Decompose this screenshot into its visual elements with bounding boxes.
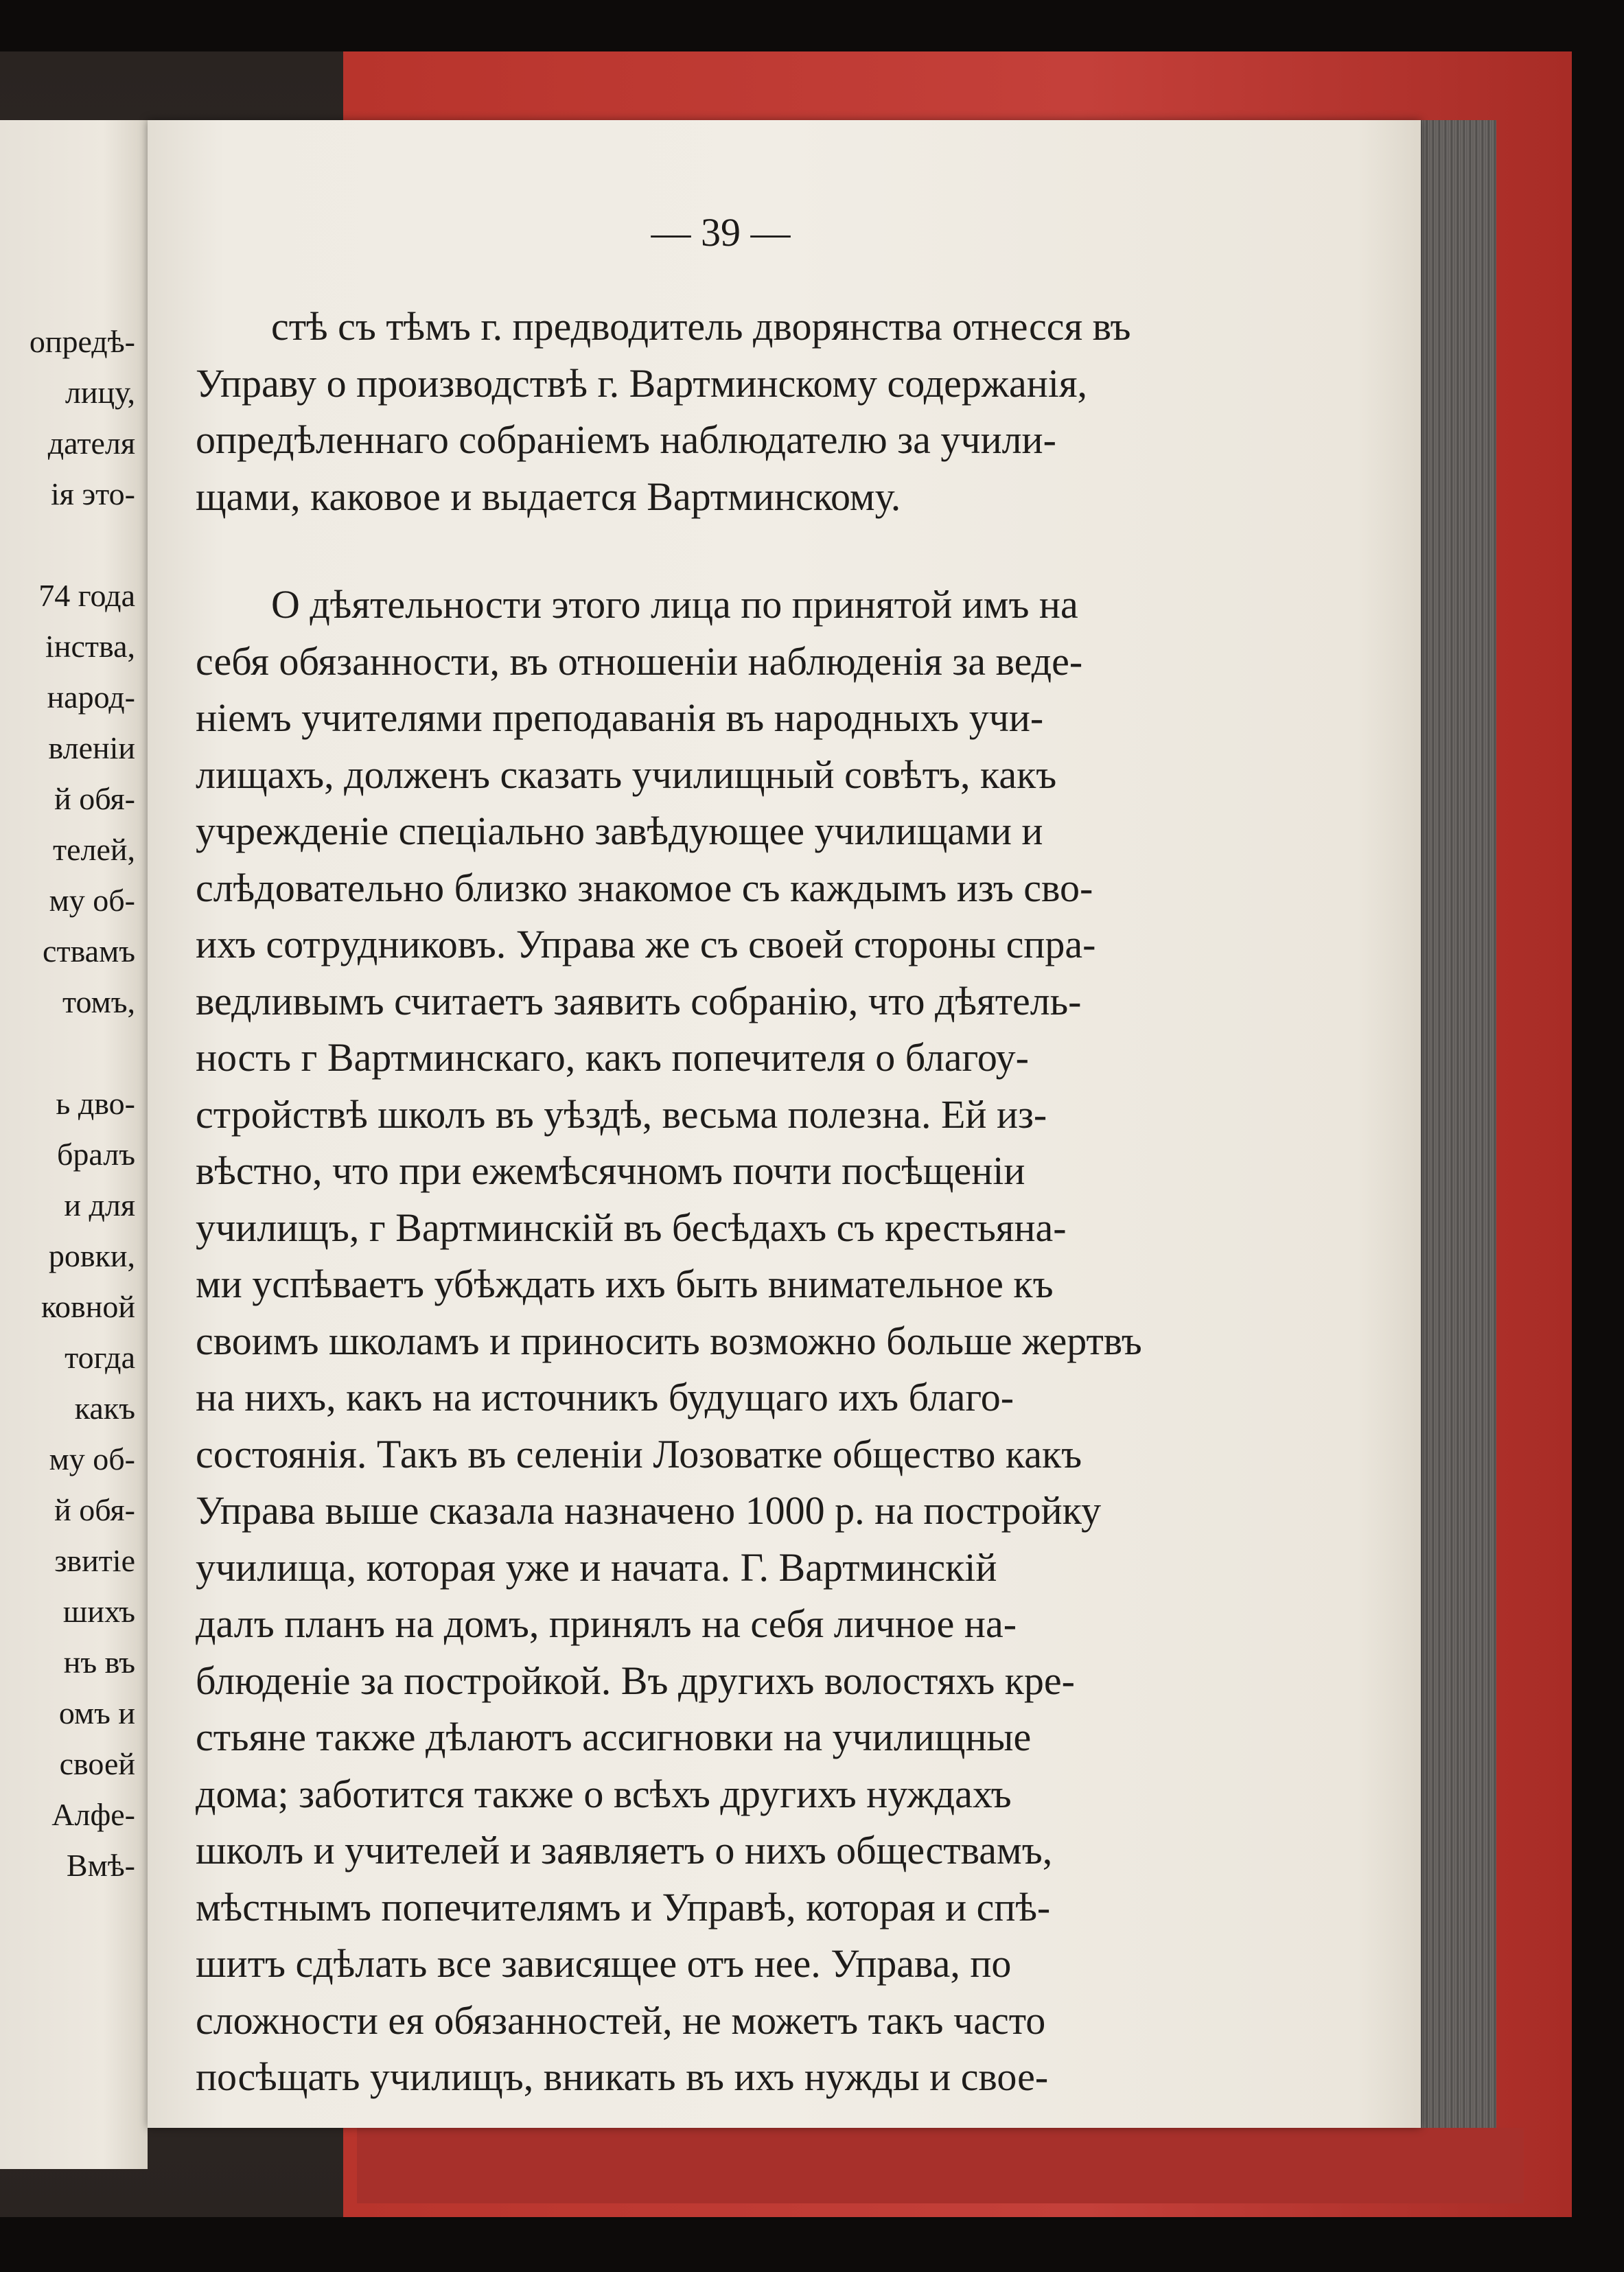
left-page-fragment: Алфе- [51, 1797, 135, 1832]
left-page-fragment: бралъ [57, 1137, 135, 1172]
text-line: мѣстнымъ попечителямъ и Управѣ, которая и спѣ- [196, 1884, 1051, 1929]
text-line: ведливымъ считаетъ заявить собранію, что дѣятель- [196, 978, 1082, 1023]
paragraph-gap [196, 525, 1253, 577]
left-page-fragment: шихъ [62, 1594, 135, 1629]
left-page-fragment: й обя- [54, 1492, 135, 1527]
left-page-fragment: звитіе [54, 1543, 135, 1578]
left-page-fragment: нъ въ [63, 1645, 135, 1680]
text-line: училища, которая уже и начата. Г. Вартминскій [196, 1544, 997, 1590]
left-page-fragment: му об- [49, 883, 135, 918]
text-line: опредѣленнаго собраніемъ наблюдателю за учили- [196, 417, 1056, 462]
left-page-fragment: й обя- [54, 781, 135, 816]
text-line: сложности ея обязанностей, не можетъ такъ часто [196, 1997, 1046, 2043]
text-line: блюденіе за постройкой. Въ другихъ волостяхъ кре- [196, 1658, 1075, 1703]
left-page-fragment: лицу, [65, 375, 135, 410]
cover-bottom-edge [357, 2128, 1524, 2203]
text-line: О дѣятельности этого лица по принятой имъ на [271, 582, 1078, 627]
text-line: Управу о производствѣ г. Вартминскому содержанія, [196, 360, 1088, 406]
left-page-fragment: ковной [41, 1289, 135, 1324]
left-page-fragment: Вмѣ- [66, 1848, 135, 1883]
left-page-fragment: какъ [74, 1391, 135, 1426]
text-line: посѣщать училищъ, вникать въ ихъ нужды и свое- [196, 2054, 1049, 2099]
text-line: дома; заботится также о всѣхъ другихъ нуждахъ [196, 1771, 1012, 1816]
text-line: учрежденіе спеціально завѣдующее училищами и [196, 809, 1043, 853]
text-line: слѣдовательно близко знакомое съ каждымъ изъ сво- [196, 865, 1093, 910]
text-line: своимъ школамъ и приносить возможно больше жертвъ [196, 1318, 1142, 1363]
text-line: школъ и учителей и заявляетъ о нихъ обществамъ, [196, 1828, 1053, 1873]
page-number: — 39 — [651, 210, 791, 255]
left-page-fragment: тогда [65, 1340, 135, 1375]
left-page-fragment: телей, [52, 832, 135, 867]
left-page-fragment: томъ, [62, 984, 135, 1019]
text-line: ихъ сотрудниковъ. Управа же съ своей стороны спра- [196, 922, 1096, 966]
text-line: щами, каковое и выдается Вартминскому. [196, 474, 901, 519]
left-page-fragment: ь дво- [56, 1086, 135, 1121]
left-page-fragment: му об- [49, 1441, 135, 1476]
text-line: вѣстно, что при ежемѣсячномъ почти посѣщеніи [196, 1148, 1025, 1193]
left-page [0, 120, 148, 2169]
left-page-fragment: омъ и [58, 1695, 135, 1730]
text-line: стѣ съ тѣмъ г. предводитель дворянства отнесся въ [271, 304, 1131, 349]
text-line: на нихъ, какъ на источникъ будущаго ихъ благо- [196, 1375, 1014, 1419]
left-page-fragment: ровки, [48, 1238, 135, 1273]
text-line: далъ планъ на домъ, принялъ на себя личное на- [196, 1601, 1017, 1646]
text-line: шитъ сдѣлать все зависящее отъ нее. Управа, по [196, 1941, 1012, 1986]
text-line: Управа выше сказала назначено 1000 р. на постройку [196, 1488, 1102, 1533]
left-page-fragment: опредѣ- [29, 324, 135, 359]
text-line: лищахъ, долженъ сказать училищный совѣтъ, какъ [196, 752, 1057, 797]
text-line: ми успѣваетъ убѣждать ихъ быть внимательное къ [196, 1262, 1054, 1306]
text-line: ніемъ учителями преподаванія въ народныхъ учи- [196, 695, 1044, 740]
left-page-fragment: вленіи [48, 730, 135, 765]
left-page-fragment: народ- [47, 680, 135, 715]
page-edges [1411, 120, 1496, 2128]
left-page-fragment: своей [59, 1746, 135, 1781]
text-line: стройствѣ школъ въ уѣздѣ, весьма полезна. Ей из- [196, 1091, 1047, 1137]
text-line: себя обязанности, въ отношеніи наблюденія за веде- [196, 638, 1083, 684]
left-page-fragment: інства, [45, 629, 135, 664]
text-line: ность г Вартминскаго, какъ попечителя о благоу- [196, 1035, 1029, 1080]
page-text [196, 299, 1253, 2106]
left-page-fragment: и для [64, 1187, 135, 1222]
left-page-fragment: ія это- [51, 476, 135, 511]
text-line: училищъ, г Вартминскій въ бесѣдахъ съ крестьяна- [196, 1205, 1067, 1250]
left-page-fragment: дателя [47, 426, 135, 461]
left-page-fragment: ствамъ [43, 934, 135, 969]
text-line: стьяне также дѣлаютъ ассигновки на училищные [196, 1715, 1032, 1759]
left-page-fragment: 74 года [38, 578, 135, 613]
text-line: состоянія. Такъ въ селеніи Лозоватке общество какъ [196, 1431, 1082, 1476]
